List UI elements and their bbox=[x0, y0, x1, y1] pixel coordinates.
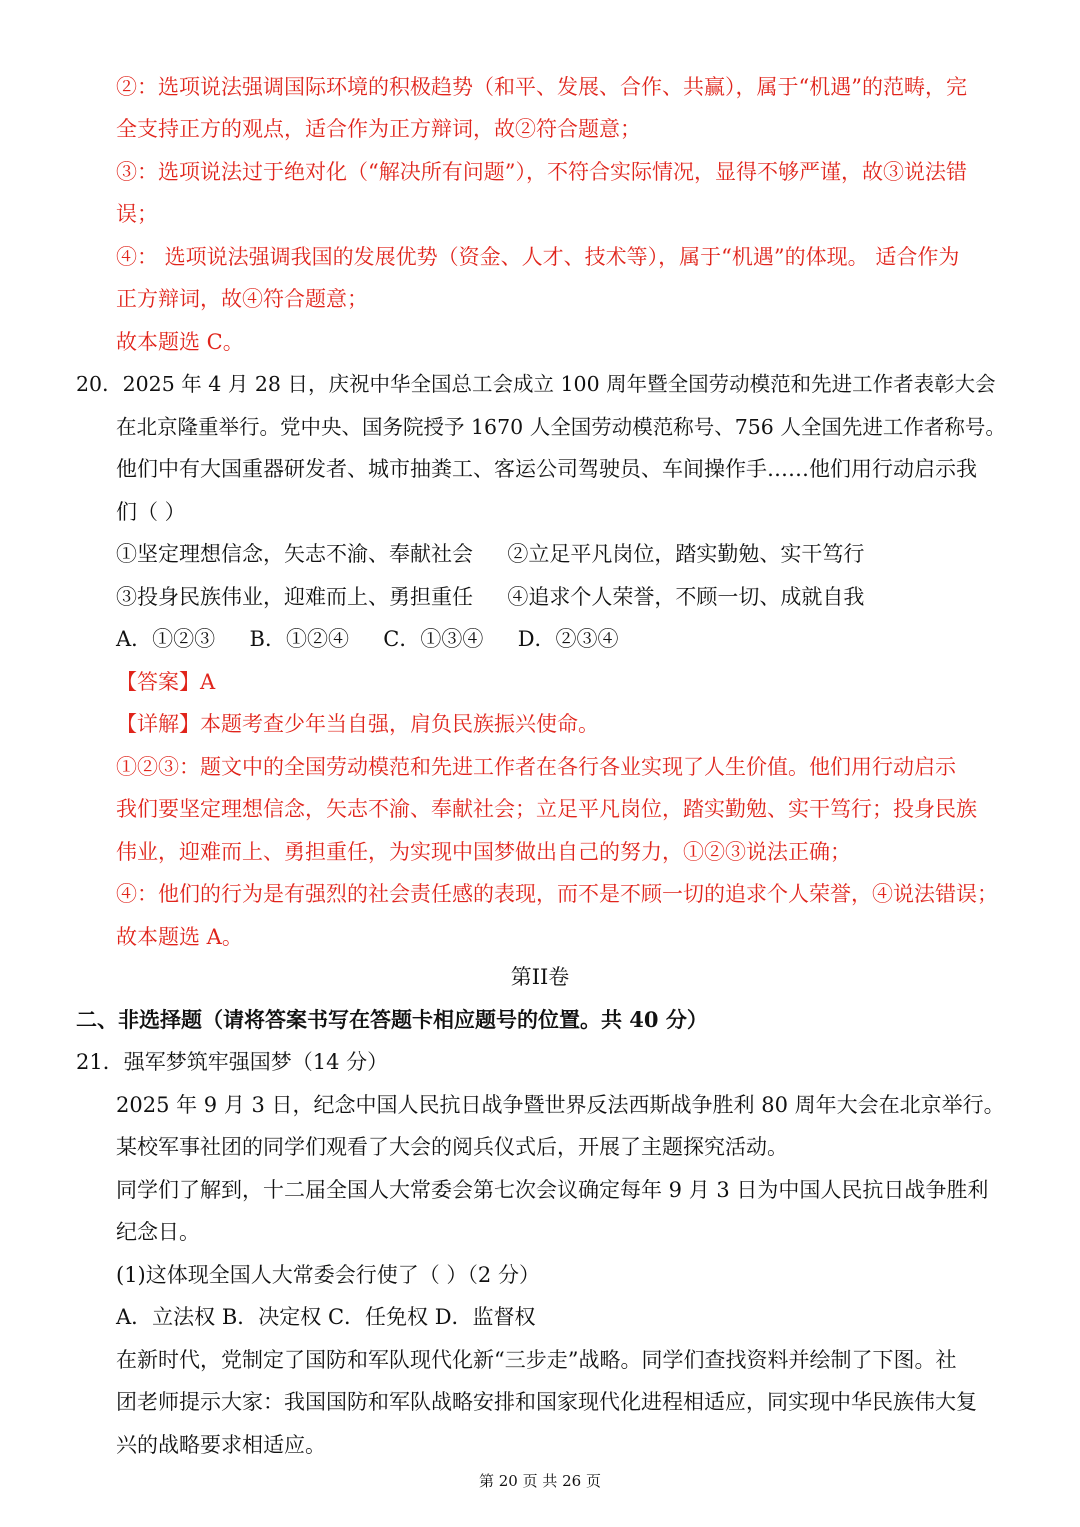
sub-question: (1)这体现全国人大常委会行使了（ ）（2 分） bbox=[116, 1263, 540, 1287]
answer-line: 【答案】A bbox=[116, 670, 216, 694]
text-line: ③：选项说法过于绝对化（“解决所有问题”），不符合实际情况，显得不够严谨，故③说法错 bbox=[116, 160, 967, 184]
explanation-heading: 【详解】本题考查少年当自强，肩负民族振兴使命。 bbox=[116, 712, 599, 736]
text-line: 在北京隆重举行。党中央、国务院授予 1670 人全国劳动模范称号、756 人全国先进工作者称号。 bbox=[116, 415, 1006, 439]
text-line: ④：他们的行为是有强烈的社会责任感的表现，而不是不顾一切的追求个人荣誉，④说法错误； bbox=[116, 882, 998, 906]
section-heading: 二、非选择题（请将答案书写在答题卡相应题号的位置。共 40 分） bbox=[76, 1007, 708, 1032]
options-line: A．①②③ B．①②④ C．①③④ D．②③④ bbox=[116, 627, 619, 651]
text-line: 某校军事社团的同学们观看了大会的阅兵仪式后，开展了主题探究活动。 bbox=[116, 1135, 788, 1159]
text-line: ①②③：题文中的全国劳动模范和先进工作者在各行各业实现了人生价值。他们用行动启示 bbox=[116, 755, 956, 779]
text-line: 团老师提示大家：我国国防和军队战略安排和国家现代化进程相适应，同实现中华民族伟大复 bbox=[116, 1390, 977, 1414]
text-line: 故本题选 C。 bbox=[116, 330, 244, 354]
text-line: 2025 年 9 月 3 日，纪念中国人民抗日战争暨世界反法西斯战争胜利 80 周年大会在北京举行。 bbox=[116, 1093, 1005, 1117]
text-line: 他们中有大国重器研发者、城市抽粪工、客运公司驾驶员、车间操作手……他们用行动启示我 bbox=[116, 457, 977, 481]
question-20-stem: 20．2025 年 4 月 28 日，庆祝中华全国总工会成立 100 周年暨全国劳动模范和先进工作者表彰大会 bbox=[76, 372, 996, 396]
text-line: 全支持正方的观点，适合作为正方辩词，故②符合题意； bbox=[116, 117, 641, 141]
text-line: 故本题选 A。 bbox=[116, 925, 243, 949]
text-line: ④： 选项说法强调我国的发展优势（资金、人才、技术等），属于“机遇”的体现。 适合作为 bbox=[116, 245, 960, 269]
section-title: 第II卷 bbox=[510, 965, 570, 989]
text-line: 兴的战略要求相适应。 bbox=[116, 1433, 326, 1457]
text-line: 误； bbox=[116, 202, 158, 226]
text-line: ②：选项说法强调国际环境的积极趋势（和平、发展、合作、共赢），属于“机遇”的范畴，完 bbox=[116, 75, 967, 99]
text-line: 我们要坚定理想信念，矢志不渝、奉献社会；立足平凡岗位，踏实勤勉、实干笃行；投身民族 bbox=[116, 797, 977, 821]
statement-line: ③投身民族伟业，迎难而上、勇担重任 ④追求个人荣誉，不顾一切、成就自我 bbox=[116, 585, 865, 609]
text-line: 正方辩词，故④符合题意； bbox=[116, 287, 368, 311]
text-line: 纪念日。 bbox=[116, 1220, 200, 1244]
question-21-stem: 21．强军梦筑牢强国梦（14 分） bbox=[76, 1050, 389, 1074]
text-line: 伟业，迎难而上、勇担重任，为实现中国梦做出自己的努力，①②③说法正确； bbox=[116, 840, 851, 864]
page-footer: 第 20 页 共 26 页 bbox=[478, 1472, 601, 1490]
text-line: 同学们了解到，十二届全国人大常委会第七次会议确定每年 9 月 3 日为中国人民抗日战争胜利 bbox=[116, 1178, 989, 1202]
options-line: A．立法权 B．决定权 C．任免权 D．监督权 bbox=[116, 1305, 536, 1329]
text-line: 在新时代，党制定了国防和军队现代化新“三步走”战略。同学们查找资料并绘制了下图。社 bbox=[116, 1348, 957, 1372]
statement-line: ①坚定理想信念，矢志不渝、奉献社会 ②立足平凡岗位，踏实勤勉、实干笃行 bbox=[116, 542, 865, 566]
text-line: 们（ ） bbox=[116, 500, 186, 524]
